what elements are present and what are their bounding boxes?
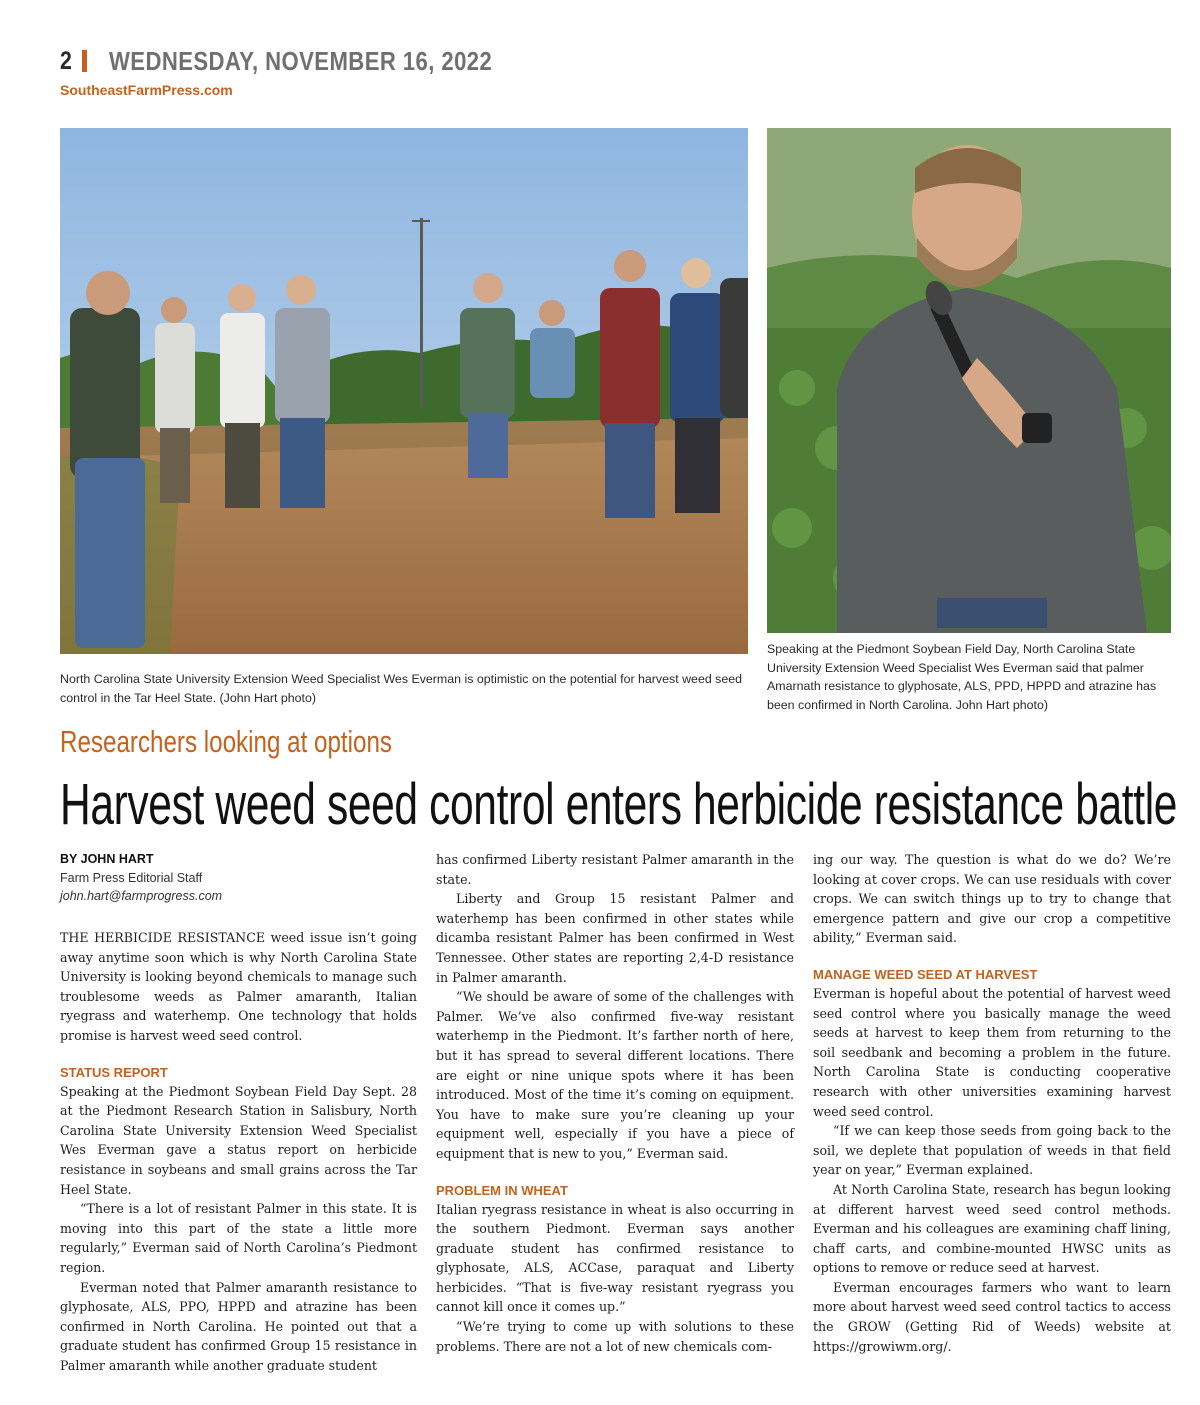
- body-paragraph: “We should be aware of some of the challenges with Palmer. We’ve also confirmed five-way resistant waterhemp in the Piedmont. It’s farther north of here, but it has spread to several different locations. There are eight or nine unique spots where it has been introduced. Most of the time it’s coming on equipment. You have to make sure you’re cleaning up your equipment well, especially if you have a piece of equipment that is new to you,” Everman said.: [436, 989, 794, 1161]
- photo-caption-left: North Carolina State University Extension Weed Specialist Wes Everman is optimistic on the potential for harvest weed seed control in the Tar Heel State. (John Hart photo): [60, 672, 743, 705]
- byline-title: Farm Press Editorial Staff: [60, 871, 203, 885]
- article-kicker: Researchers looking at options: [60, 724, 392, 759]
- article-column-1: [60, 928, 417, 1375]
- body-paragraph: Everman is hopeful about the potential of harvest weed seed control where you basically manage the weed seeds at harvest to keep them from returning to the soil seedbank and becoming a problem in the future. North Carolina State is conducting cooperative research with other universities examining harvest weed seed control.: [813, 985, 1171, 1119]
- article-column-2: [436, 850, 794, 1356]
- body-paragraph: Everman encourages farmers who want to learn more about harvest weed seed control tactics to access the GROW (Getting Rid of Weeds) website at https://growiwm.org/.: [813, 1279, 1171, 1354]
- site-link[interactable]: SoutheastFarmPress.com: [60, 82, 233, 98]
- body-paragraph: Speaking at the Piedmont Soybean Field Day Sept. 28 at the Piedmont Research Station in Salisbury, North Carolina State University Extension Weed Specialist Wes Everman gave a status report on herbicide resistance in soybeans and small grains across the Tar Heel State.: [60, 1083, 417, 1197]
- issue-date: WEDNESDAY, NOVEMBER 16, 2022: [108, 45, 493, 76]
- body-paragraph: has confirmed Liberty resistant Palmer amaranth in the state.: [436, 852, 794, 887]
- byline-email[interactable]: john.hart@farmprogress.com: [60, 889, 223, 903]
- subhead-problem-in-wheat: PROBLEM IN WHEAT: [436, 1182, 568, 1198]
- body-paragraph: Everman noted that Palmer amaranth resistance to glyphosate, ALS, PPO, HPPD and atrazine has been confirmed in North Carolina. He pointed out that a graduate student has confirmed Group 15 resistance in Palmer amaranth while another graduate student: [60, 1279, 417, 1373]
- photo-caption-right: Speaking at the Piedmont Soybean Field Day, North Carolina State University Extension Weed Specialist Wes Everman said that palmer Amarnath resistance to glyphosate, ALS, PPD, HPPD and atrazine has been confirmed in North Carolina. John Hart photo): [767, 642, 1157, 712]
- body-paragraph: Liberty and Group 15 resistant Palmer and waterhemp has been confirmed in other states while dicamba resistant Palmer has been confirmed in West Tennessee. Other states are reporting 2,4-D resistance in Palmer amaranth.: [436, 891, 794, 985]
- body-paragraph: At North Carolina State, research has begun looking at different harvest weed seed control methods. Everman and his colleagues are examining chaff lining, chaff carts, and combine-mounted HWSC units as options to remove or reduce seed at harvest.: [813, 1181, 1171, 1276]
- page-header: [60, 44, 560, 78]
- header-divider: [82, 50, 87, 72]
- subhead-status-report: STATUS REPORT: [60, 1064, 168, 1080]
- body-paragraph: “There is a lot of resistant Palmer in this state. It is moving into this part of the state a little more regularly,” Everman said of North Carolina’s Piedmont region.: [60, 1201, 417, 1275]
- field-day-crowd-photo: [60, 128, 748, 654]
- article-column-3: [813, 850, 1171, 1356]
- body-paragraph: “We’re trying to come up with solutions to these problems. There are not a lot of new chemicals com-: [436, 1319, 794, 1354]
- article-headline: Harvest weed seed control enters herbicide resistance battle: [60, 772, 1178, 837]
- byline-author: BY JOHN HART: [60, 852, 154, 866]
- speaker-portrait-photo: [767, 128, 1171, 633]
- body-paragraph: “If we can keep those seeds from going back to the soil, we deplete that population of weeds in that field year on year,” Everman explained.: [813, 1123, 1171, 1178]
- body-paragraph: Italian ryegrass resistance in wheat is also occurring in the southern Piedmont. Everman says another graduate student has confirmed resistance to glyphosate, ALS, ACCase, paraquat and Liberty herbicides. “That is five-way resistant ryegrass you cannot kill once it comes up.”: [436, 1201, 794, 1315]
- page-number: 2: [60, 46, 72, 75]
- body-paragraph: ing our way. The question is what do we do? We’re looking at cover crops. We can use residuals with cover crops. We can switch things up to try to change that emergence pattern and give our crop a competitive ability,” Everman said.: [813, 852, 1171, 946]
- body-paragraph: THE HERBICIDE RESISTANCE weed issue isn’t going away anytime soon which is why North Carolina State University is looking beyond chemicals to manage such troublesome weeds as Palmer amaranth, Italian ryegrass and waterhemp. One technology that holds promise is harvest weed seed control.: [60, 930, 417, 1043]
- subhead-manage-weed-seed: MANAGE WEED SEED AT HARVEST: [813, 966, 1038, 982]
